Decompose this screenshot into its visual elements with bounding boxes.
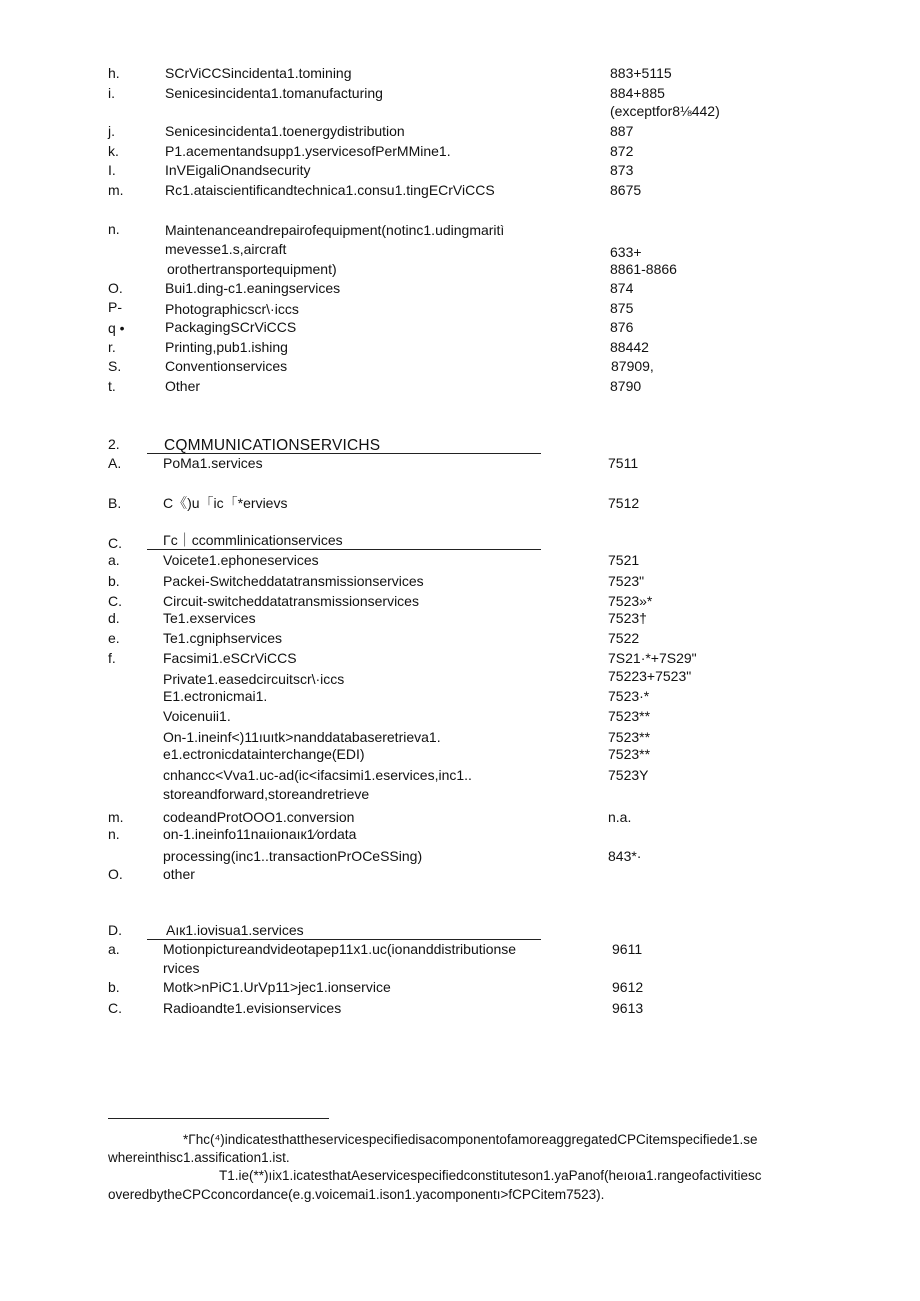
item-description-cont: storeandforward,storeandretrieve [163, 786, 370, 802]
cpc-code: 884+885 [610, 85, 665, 101]
item-description: Voicenuii1. [163, 708, 231, 724]
item-description-cont: processing(inc1..transactionPrOCeSSing) [163, 848, 423, 864]
item-letter: f. [108, 650, 116, 666]
item-description: Voicete1.ephoneservices [163, 552, 319, 568]
item-letter: h. [108, 65, 120, 81]
footnote-separator [108, 1118, 329, 1119]
item-letter: O. [108, 866, 123, 882]
item-description-cont: orothertransportequipment) [167, 261, 337, 277]
item-description: SCrViCCSincidenta1.tomining [165, 65, 352, 81]
cpc-code: 87909, [611, 358, 654, 374]
footnote-1-line-2: whereinthisc1.assification1.ist. [108, 1150, 290, 1165]
footnote-2-line-2: overedbytheCPCconcordance(e.g.voicemai1.ison1.yacomponentı>fCPCitem7523). [108, 1187, 605, 1202]
cpc-code: 875 [610, 300, 634, 316]
cpc-code: 7521 [608, 552, 640, 568]
cpc-code: 7523** [608, 708, 651, 724]
item-description-cont: rvices [163, 960, 200, 976]
item-description: Te1.cgniphservices [163, 630, 283, 646]
item-letter: b. [108, 573, 120, 589]
item-letter: B. [108, 495, 122, 511]
item-description: Motk>nPiC1.UrVp11>jec1.ionservice [163, 979, 391, 995]
item-letter: m. [108, 809, 124, 825]
item-letter: D. [108, 922, 122, 938]
item-description: Circuit-switcheddatatransmissionservices [163, 593, 419, 609]
cpc-code: 874 [610, 280, 634, 296]
cpc-code: 7523† [608, 610, 647, 626]
item-description: P1.acementandsupp1.yservicesofPerMMine1. [165, 143, 451, 159]
cpc-code: 9613 [612, 1000, 644, 1016]
cpc-code: 7511 [608, 455, 639, 471]
item-letter: r. [108, 339, 116, 355]
item-description: Photographicscr\·iccs [165, 301, 299, 317]
item-description: Motionpictureandvideotapep11x1.uc(ionanddistributionse [163, 941, 517, 957]
item-letter: i. [108, 85, 115, 101]
item-description: codeandProtOOO1.conversion [163, 809, 355, 825]
cpc-code-cont: 8861-8866 [610, 261, 677, 277]
item-letter: A. [108, 455, 122, 471]
item-description: other [163, 866, 195, 882]
section-title: CQMMUNICATIONSERVICHS [164, 437, 381, 454]
item-description: Packei-Switcheddatatransmissionservices [163, 573, 424, 589]
item-description: PoMa1.services [163, 455, 263, 471]
cpc-code: 75223+7523" [608, 668, 692, 684]
item-description: Other [165, 378, 201, 394]
cpc-code-note: (exceptfor8⅛442) [610, 103, 720, 119]
item-description: Senicesincidenta1.tomanufacturing [165, 85, 383, 101]
subsection-underline [147, 939, 541, 940]
item-description: cnhancc<Vva1.uc-ad(ic<ifacsimi1.eservices,inc1.. [163, 767, 472, 783]
item-letter: j. [108, 123, 115, 139]
cpc-code: 843*· [608, 848, 642, 864]
cpc-code: 887 [610, 123, 634, 139]
item-letter: S. [108, 358, 122, 374]
cpc-code: 9612 [612, 979, 644, 995]
cpc-code: 7523·* [608, 688, 650, 704]
item-description: Te1.exservices [163, 610, 256, 626]
subsection-title: Γc｜ccommlinicationservices [163, 532, 343, 548]
cpc-code: 7S21·*+7S29" [608, 650, 697, 666]
item-description: on-1.ineinfo11naıionaıк1⁄ordata [163, 826, 357, 842]
item-description: On-1.ineinf<)11ıuıtk>nanddatabaseretrieva1. [163, 729, 441, 745]
section-number: 2. [108, 436, 120, 452]
cpc-code: 876 [610, 319, 634, 335]
item-description: Radioandte1.evisionservices [163, 1000, 342, 1016]
subsection-underline [147, 549, 541, 550]
item-letter: b. [108, 979, 120, 995]
item-description: Maintenanceandrepairofequipment(notinc1.udingmaritì [165, 222, 505, 238]
item-letter: O. [108, 280, 123, 296]
subsection-title: Aıк1.iovisua1.services [166, 922, 304, 938]
cpc-code: 8675 [610, 182, 642, 198]
item-description: Bui1.ding-c1.eaningservices [165, 280, 341, 296]
item-letter: C. [108, 593, 122, 609]
footnote-1-line-1: *Γhc(⁴)indicatesthattheservicespecifiedisacomponentofamoreaggregatedCPCitemspecifiede1.se [183, 1132, 758, 1147]
item-letter: q • [108, 320, 125, 336]
item-description: Printing,pub1.ishing [165, 339, 288, 355]
item-letter: n. [108, 221, 120, 237]
cpc-code: 7523** [608, 729, 651, 745]
cpc-code: 7512 [608, 495, 640, 511]
item-description-cont: mevesse1.s,aircraft [165, 241, 287, 257]
item-letter: k. [108, 143, 119, 159]
item-description: E1.ectronicmai1. [163, 688, 268, 704]
item-description: Facsimi1.eSCrViCCS [163, 650, 297, 666]
cpc-code: 873 [610, 162, 634, 178]
item-description: C《)u「ic「*ervievs [163, 495, 288, 511]
item-letter: e. [108, 630, 120, 646]
item-letter: t. [108, 378, 116, 394]
cpc-code: n.a. [608, 809, 632, 825]
item-description: PackagingSCrViCCS [165, 319, 297, 335]
item-letter: m. [108, 182, 124, 198]
cpc-code: 8790 [610, 378, 642, 394]
cpc-code: 7523** [608, 746, 651, 762]
item-description: Conventionservices [165, 358, 288, 374]
heading-underline [147, 453, 541, 454]
cpc-code: 7523»* [608, 593, 653, 609]
item-letter: d. [108, 610, 120, 626]
cpc-code: 7523Y [608, 767, 649, 783]
item-description: e1.ectronicdatainterchange(EDI) [163, 746, 365, 762]
cpc-code: 9611 [612, 941, 643, 957]
cpc-code: 7522 [608, 630, 640, 646]
item-letter: P- [108, 299, 122, 315]
cpc-code: 633+ [610, 244, 642, 260]
item-letter: C. [108, 535, 122, 551]
item-letter: a. [108, 941, 120, 957]
item-letter: n. [108, 826, 120, 842]
cpc-code: 872 [610, 143, 634, 159]
footnote-2-line-1: T1.ie(**)ıix1.icatesthatAeservicespecifiedconstituteson1.yaPanof(heıoıa1.rangeofactivitiesc [219, 1168, 762, 1183]
item-description: Rc1.ataiscientificandtechnica1.consu1.tingECrViCCS [165, 182, 495, 198]
item-description: Private1.easedcircuitscr\·iccs [163, 671, 345, 687]
item-description: Senicesincidenta1.toenergydistribution [165, 123, 405, 139]
cpc-code: 7523" [608, 573, 645, 589]
item-letter: a. [108, 552, 120, 568]
item-letter: C. [108, 1000, 122, 1016]
cpc-code: 883+5115 [610, 65, 672, 81]
cpc-code: 88442 [610, 339, 649, 355]
item-description: InVEigaliOnandsecurity [165, 162, 311, 178]
item-letter: I. [108, 162, 116, 178]
